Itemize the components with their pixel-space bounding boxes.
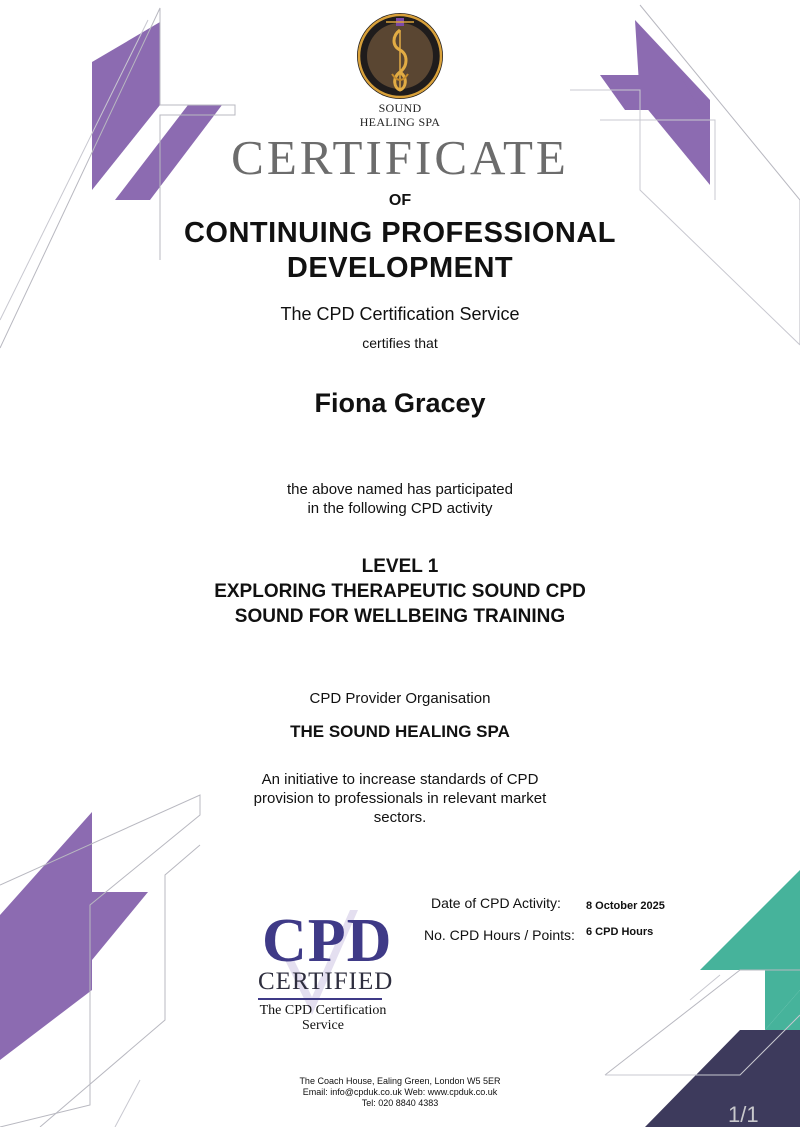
certificate-title: CERTIFICATE	[231, 130, 569, 185]
initiative-line: sectors.	[373, 809, 427, 826]
initiative-line: provision to professionals in relevant market	[253, 790, 547, 807]
subtitle-line2: DEVELOPMENT	[286, 252, 514, 284]
provider-label: CPD Provider Organisation	[309, 690, 491, 707]
cpd-certified-label: CERTIFIED	[258, 968, 394, 995]
activity-line: LEVEL 1	[361, 556, 439, 577]
date-label: Date of CPD Activity:	[431, 895, 561, 911]
cpd-service-line2: Service	[302, 1018, 344, 1033]
initiative-statement	[0, 770, 800, 827]
footer-tel: Tel: 020 8840 4383	[361, 1098, 439, 1108]
cpd-logo-letters: CPD	[262, 907, 393, 975]
certification-service: The CPD Certification Service	[280, 304, 520, 324]
cpd-service-line1: The CPD Certification	[259, 1003, 387, 1018]
subtitle-line1: CONTINUING PROFESSIONAL	[183, 217, 616, 249]
logo-text-line1: SOUND	[378, 101, 422, 115]
date-value: 8 October 2025	[586, 900, 665, 912]
activity-title	[0, 554, 800, 629]
participation-line2: in the following CPD activity	[307, 500, 493, 517]
hours-label: No. CPD Hours / Points:	[424, 927, 575, 943]
page-number: 1/1	[728, 1102, 759, 1127]
recipient-name: Fiona Gracey	[314, 388, 486, 418]
participation-line1: the above named has participated	[287, 481, 513, 498]
footer-contact: Email: info@cpduk.co.uk Web: www.cpduk.co.uk	[302, 1087, 498, 1097]
activity-line: EXPLORING THERAPEUTIC SOUND CPD	[214, 581, 586, 602]
certifies-that: certifies that	[362, 335, 438, 351]
hours-value: 6 CPD Hours	[586, 926, 654, 938]
certificate-subtitle	[0, 216, 800, 286]
footer-address: The Coach House, Ealing Green, London W5 5ER	[299, 1076, 501, 1086]
cpd-logo-divider	[258, 998, 382, 1000]
activity-line: SOUND FOR WELLBEING TRAINING	[234, 606, 566, 627]
footer-address-block	[0, 1076, 800, 1109]
logo-text-line2: HEALING SPA	[359, 115, 441, 129]
initiative-line: An initiative to increase standards of CPD	[261, 771, 539, 788]
certificate-of: OF	[388, 192, 412, 209]
participation-statement	[0, 480, 800, 518]
sound-healing-emblem-icon	[356, 12, 444, 100]
provider-name: THE SOUND HEALING SPA	[290, 722, 510, 741]
cpd-service-label	[248, 1003, 398, 1033]
